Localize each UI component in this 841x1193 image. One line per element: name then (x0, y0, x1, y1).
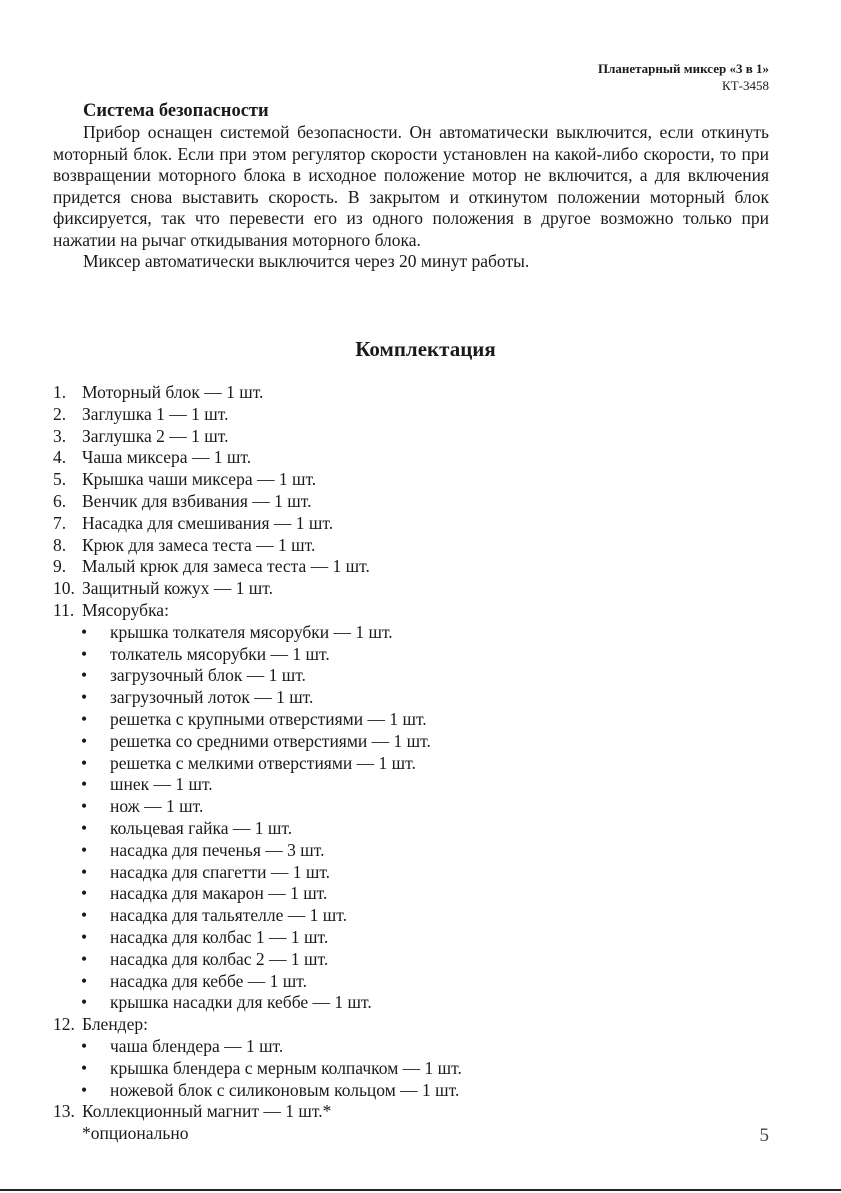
sub-list-item-text: решетка с мелкими отверстиями — 1 шт. (110, 752, 416, 773)
bottom-rule (0, 1189, 841, 1191)
bullet-icon: • (81, 708, 88, 729)
list-item-text: Защитный кожух — 1 шт. (82, 578, 273, 599)
list-item-number: 7. (53, 512, 67, 533)
bullet-icon: • (81, 1035, 88, 1056)
list-item-text: Блендер: (82, 1014, 148, 1035)
safety-paragraph: Миксер автоматически выключится через 20 минут работы. (83, 251, 530, 271)
sub-list (53, 1036, 773, 1101)
sub-list-container (53, 622, 773, 1014)
list-item (53, 447, 773, 469)
list-item-text: Чаша миксера — 1 шт. (82, 447, 252, 468)
sub-list-item (53, 927, 773, 949)
safety-paragraph: Прибор оснащен системой безопасности. Он автоматически выключится, если откинуть моторный блок. Если при этом регулятор скорости установлен на какой-либо скорости, то при возвращении моторного блока в исходное положение мотор не включится, а для включения придется снова выставить скорость. В закрытом и откинутом положении моторный блок фиксируется, так что перевести его из одного положения в другое возможно только при нажатии на рычаг откидывания моторного блока. (53, 122, 769, 250)
sub-list-item (53, 1036, 773, 1058)
list-item-number: 9. (53, 556, 67, 577)
sub-list-item (53, 622, 773, 644)
list-item-text: Коллекционный магнит — 1 шт.* (82, 1101, 332, 1122)
sub-list (53, 622, 773, 1014)
sub-list-item (53, 949, 773, 971)
sub-list-item-text: кольцевая гайка — 1 шт. (110, 817, 293, 838)
sub-list-item (53, 992, 773, 1014)
sub-list-item (53, 971, 773, 993)
sub-list-item (53, 1080, 773, 1102)
bullet-icon: • (81, 1057, 88, 1078)
header-model-name: Планетарный миксер «3 в 1» (597, 61, 769, 76)
bullet-icon: • (81, 1079, 88, 1100)
list-item-text: Венчик для взбивания — 1 шт. (82, 490, 312, 511)
list-item-number: 12. (53, 1014, 75, 1035)
sub-list-item-text: крышка блендера с мерным колпачком — 1 шт. (110, 1057, 462, 1078)
bullet-icon: • (81, 970, 88, 991)
bullet-icon: • (81, 643, 88, 664)
bullet-icon: • (81, 687, 88, 708)
sub-list-item-text: насадка для спагетти — 1 шт. (110, 861, 331, 882)
sub-list-item-text: шнек — 1 шт. (110, 774, 213, 795)
list-item (53, 491, 773, 513)
list-item-text: Малый крюк для замеса теста — 1 шт. (82, 556, 370, 577)
bullet-icon: • (81, 861, 88, 882)
list-item-number: 5. (53, 469, 67, 490)
sub-list-item (53, 644, 773, 666)
list-item (53, 382, 773, 404)
list-item-text: Заглушка 1 — 1 шт. (82, 403, 229, 424)
list-item-text: Крышка чаши миксера — 1 шт. (82, 469, 317, 490)
bullet-icon: • (81, 796, 88, 817)
safety-section (53, 100, 769, 273)
sub-list-item-text: чаша блендера — 1 шт. (110, 1035, 284, 1056)
list-item-number: 6. (53, 490, 67, 511)
bullet-icon: • (81, 839, 88, 860)
bullet-icon: • (81, 926, 88, 947)
sub-list-item-text: крышка толкателя мясорубки — 1 шт. (110, 621, 393, 642)
list-item (53, 404, 773, 426)
bullet-icon: • (81, 621, 88, 642)
bullet-icon: • (81, 730, 88, 751)
list-item-number: 8. (53, 534, 67, 555)
list-item-text: Мясорубка: (82, 599, 169, 620)
list-item (53, 469, 773, 491)
list-item (53, 578, 773, 600)
list-item-number: 3. (53, 425, 67, 446)
header-model-code: КТ-3458 (722, 78, 769, 93)
sub-list-item-text: насадка для макарон — 1 шт. (110, 883, 328, 904)
sub-list-item-text: загрузочный лоток — 1 шт. (110, 687, 314, 708)
list-item (53, 556, 773, 578)
list-item-text: Заглушка 2 — 1 шт. (82, 425, 229, 446)
list-item-number: 4. (53, 447, 67, 468)
list-item (53, 1101, 773, 1123)
list-item-text: Моторный блок — 1 шт. (82, 382, 264, 402)
sub-list-item-text: насадка для колбас 1 — 1 шт. (110, 926, 329, 947)
sub-list-item (53, 905, 773, 927)
sub-list-item (53, 796, 773, 818)
sub-list-item (53, 709, 773, 731)
page-number: 5 (759, 1125, 769, 1146)
sub-list-item (53, 665, 773, 687)
sub-list-item-text: толкатель мясорубки — 1 шт. (110, 643, 330, 664)
sub-list-item (53, 862, 773, 884)
bullet-icon: • (81, 752, 88, 773)
sub-list-item-text: насадка для печенья — 3 шт. (110, 839, 325, 860)
list-item-text: Крюк для замеса теста — 1 шт. (82, 534, 316, 555)
list-item (53, 426, 773, 448)
bullet-icon: • (81, 992, 88, 1013)
sub-list-item-text: насадка для тальятелле — 1 шт. (110, 905, 347, 926)
sub-list-item-text: насадка для колбас 2 — 1 шт. (110, 948, 329, 969)
sub-list-item (53, 840, 773, 862)
sub-list-item-text: крышка насадки для кеббе — 1 шт. (110, 992, 372, 1013)
list-item (53, 513, 773, 535)
contents-title: Комплектация (355, 337, 496, 361)
sub-list-item (53, 1058, 773, 1080)
sub-list-item (53, 818, 773, 840)
footnote: *опционально (82, 1123, 189, 1144)
sub-list-item-text: решетка с крупными отверстиями — 1 шт. (110, 708, 427, 729)
bullet-icon: • (81, 883, 88, 904)
list-item (53, 1014, 773, 1036)
contents-list (53, 382, 773, 1145)
sub-list-item (53, 687, 773, 709)
list-item-number: 10. (53, 578, 75, 599)
bullet-icon: • (81, 774, 88, 795)
sub-list-item (53, 753, 773, 775)
list-item-number: 13. (53, 1101, 75, 1122)
list-item (53, 535, 773, 557)
bullet-icon: • (81, 905, 88, 926)
sub-list-item-text: насадка для кеббе — 1 шт. (110, 970, 307, 991)
list-item-number: 2. (53, 403, 67, 424)
sub-list-container (53, 1036, 773, 1101)
safety-title: Система безопасности (83, 101, 269, 121)
bullet-icon: • (81, 948, 88, 969)
list-item-text: Насадка для смешивания — 1 шт. (82, 512, 334, 533)
sub-list-item-text: нож — 1 шт. (110, 796, 204, 817)
sub-list-item-text: ножевой блок с силиконовым кольцом — 1 шт. (110, 1079, 460, 1100)
sub-list-item (53, 774, 773, 796)
bullet-icon: • (81, 817, 88, 838)
list-item-number: 11. (53, 599, 75, 620)
list-item-number: 1. (53, 382, 67, 402)
running-header (598, 60, 769, 94)
list-item (53, 600, 773, 622)
sub-list-item-text: загрузочный блок — 1 шт. (110, 665, 306, 686)
sub-list-item-text: решетка со средними отверстиями — 1 шт. (110, 730, 431, 751)
sub-list-item (53, 883, 773, 905)
bullet-icon: • (81, 665, 88, 686)
sub-list-item (53, 731, 773, 753)
